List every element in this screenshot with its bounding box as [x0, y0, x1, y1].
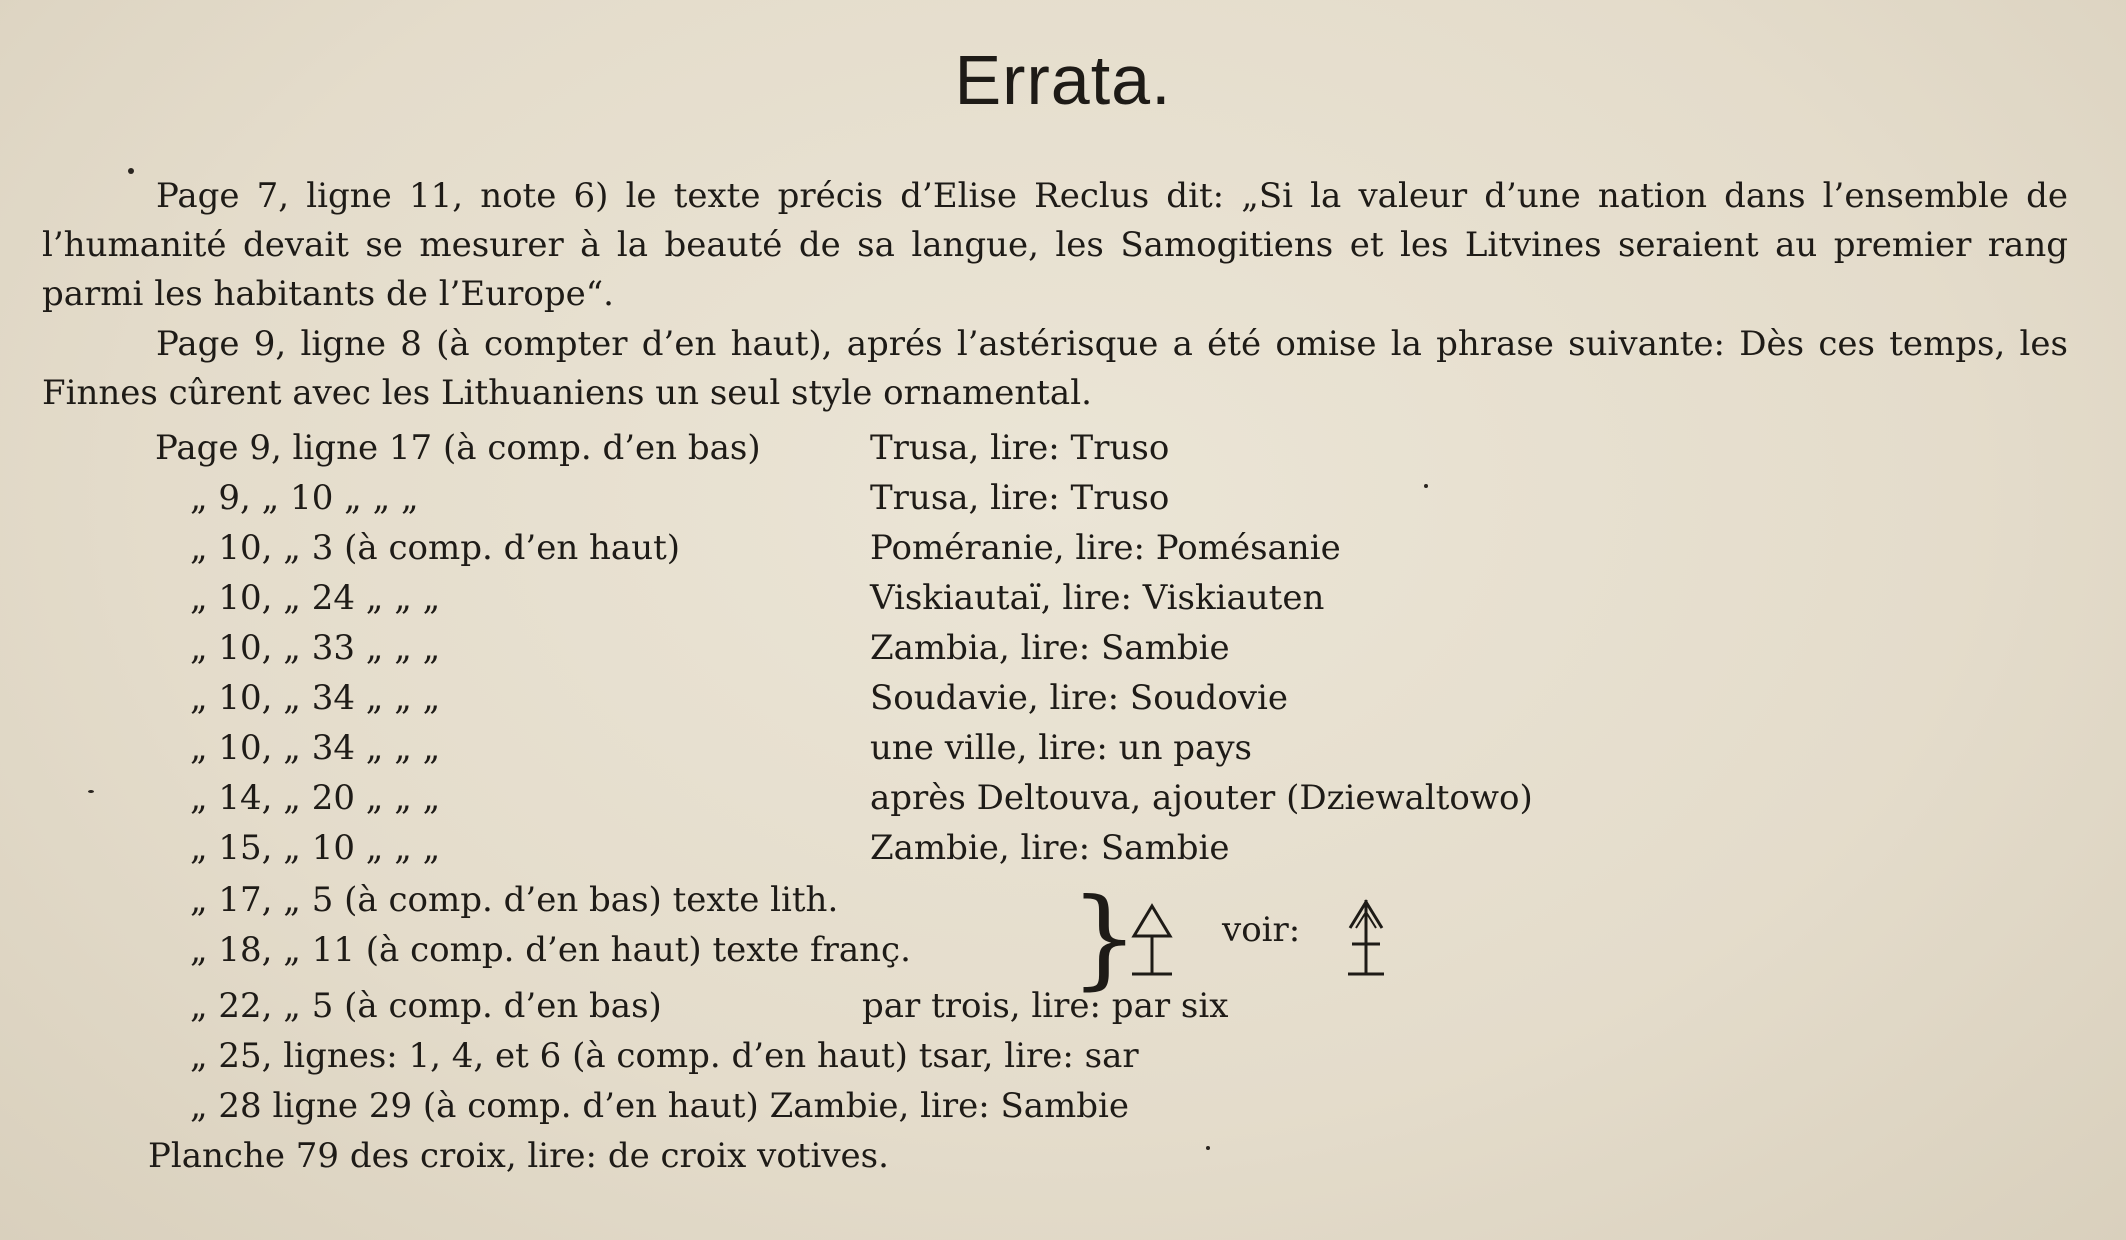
row-correction: après Deltouva, ajouter (Dziewaltowo)	[870, 778, 1533, 818]
row-correction: Trusa, lire: Truso	[870, 428, 1170, 468]
row-reference: „ 10, „ 34 „ „ „	[190, 678, 441, 718]
row-reference: „ 10, „ 34 „ „ „	[190, 728, 441, 768]
voir-label: voir:	[1222, 910, 1301, 950]
paragraph-page-9	[42, 320, 2068, 418]
row-reference: „ 17, „ 5 (à comp. d’en bas) texte lith.	[190, 880, 839, 920]
row-reference: „ 9, „ 10 „ „ „	[190, 478, 419, 518]
paragraph-page-7	[42, 172, 2068, 319]
row-correction: Soudavie, lire: Soudovie	[870, 678, 1288, 718]
row-reference: „ 10, „ 24 „ „ „	[190, 578, 441, 618]
row-reference: „ 14, „ 20 „ „ „	[190, 778, 441, 818]
anchor-symbol-franc-icon	[1344, 898, 1388, 980]
row-reference: „ 18, „ 11 (à comp. d’en haut) texte franç.	[190, 930, 911, 970]
row-correction: Zambia, lire: Sambie	[870, 628, 1230, 668]
row-reference: „ 10, „ 33 „ „ „	[190, 628, 441, 668]
row-correction: Viskiautaï, lire: Viskiauten	[870, 578, 1325, 618]
row-correction: Zambie, lire: Sambie	[870, 828, 1230, 868]
paragraph-text: Page 9, ligne 8 (à compter d’en haut), aprés l’astérisque a été omise la phrase suivante: Dès ces temps, les Finnes cûrent avec les Lithuaniens un seul style ornamental.	[42, 324, 2068, 413]
row-reference: Page 9, ligne 17 (à comp. d’en bas)	[155, 428, 761, 468]
anchor-symbol-lith-icon	[1130, 902, 1174, 980]
row-correction: Trusa, lire: Truso	[870, 478, 1170, 518]
footer-note: Planche 79 des croix, lire: de croix votives.	[148, 1136, 889, 1176]
row-reference: „ 22, „ 5 (à comp. d’en bas)	[190, 986, 662, 1026]
dust-speck	[1206, 1146, 1210, 1150]
row-reference: „ 10, „ 3 (à comp. d’en haut)	[190, 528, 681, 568]
row-reference: „ 28 ligne 29 (à comp. d’en haut) Zambie, lire: Sambie	[190, 1086, 1130, 1126]
page-title: Errata.	[954, 41, 1172, 119]
row-reference: „ 25, lignes: 1, 4, et 6 (à comp. d’en haut) tsar, lire: sar	[190, 1036, 1139, 1076]
brace: }	[1070, 876, 1139, 1001]
dust-speck	[1424, 484, 1428, 488]
row-correction: par trois, lire: par six	[862, 986, 1229, 1026]
dust-speck	[88, 790, 94, 793]
dust-speck	[128, 168, 134, 174]
paragraph-text: Page 7, ligne 11, note 6) le texte précis d’Elise Reclus dit: „Si la valeur d’une nation dans l’ensemble de l’humanité devait se mesurer à la beauté de sa langue, les Samogitiens et les Litvines seraient au premier rang parmi les habitants de l’Europe“.	[42, 176, 2068, 314]
row-correction: une ville, lire: un pays	[870, 728, 1252, 768]
row-correction: Poméranie, lire: Pomésanie	[870, 528, 1341, 568]
row-reference: „ 15, „ 10 „ „ „	[190, 828, 441, 868]
